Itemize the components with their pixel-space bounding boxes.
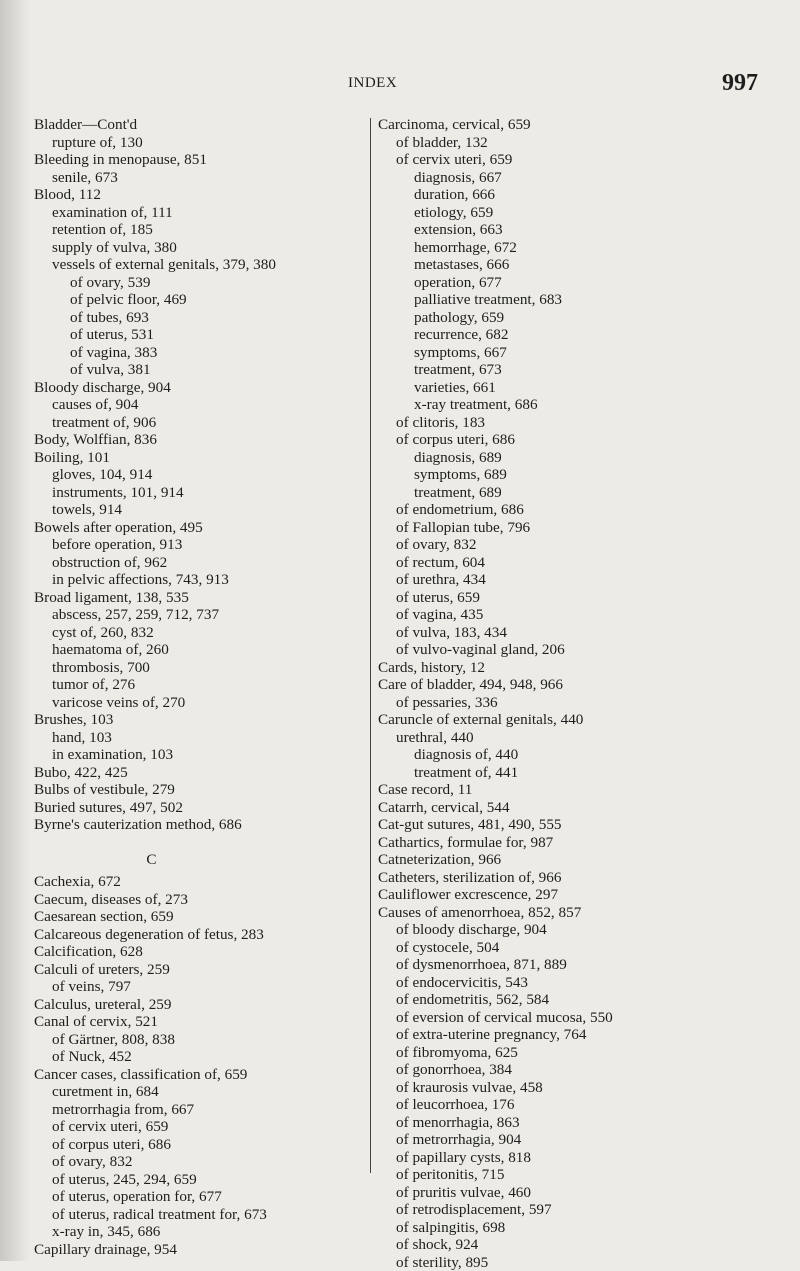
- index-subentry: of vulva, 183, 434: [378, 624, 778, 642]
- index-subentry: of uterus, radical treatment for, 673: [34, 1206, 379, 1224]
- index-subentry: of urethra, 434: [378, 571, 778, 589]
- index-subentry: retention of, 185: [34, 221, 379, 239]
- index-subentry: of retrodisplacement, 597: [378, 1201, 778, 1219]
- index-entry: Buried sutures, 497, 502: [34, 799, 379, 817]
- index-subentry: rupture of, 130: [34, 134, 379, 152]
- index-entry: Case record, 11: [378, 781, 778, 799]
- index-entry: Bulbs of vestibule, 279: [34, 781, 379, 799]
- index-subentry: extension, 663: [378, 221, 778, 239]
- index-subentry: of menorrhagia, 863: [378, 1114, 778, 1132]
- index-subentry: pathology, 659: [378, 309, 778, 327]
- index-subentry: of vulva, 381: [34, 361, 379, 379]
- index-entry: Caecum, diseases of, 273: [34, 891, 379, 909]
- index-subentry: tumor of, 276: [34, 676, 379, 694]
- index-subentry: obstruction of, 962: [34, 554, 379, 572]
- index-subentry: before operation, 913: [34, 536, 379, 554]
- index-subentry: of endocervicitis, 543: [378, 974, 778, 992]
- index-entry: Body, Wolffian, 836: [34, 431, 379, 449]
- index-subentry: recurrence, 682: [378, 326, 778, 344]
- index-subentry: of endometritis, 562, 584: [378, 991, 778, 1009]
- index-subentry: cyst of, 260, 832: [34, 624, 379, 642]
- index-entry: Cards, history, 12: [378, 659, 778, 677]
- index-subentry: etiology, 659: [378, 204, 778, 222]
- index-entry: Caesarean section, 659: [34, 908, 379, 926]
- page-number: 997: [722, 70, 758, 97]
- index-subentry: of kraurosis vulvae, 458: [378, 1079, 778, 1097]
- index-subentry: of corpus uteri, 686: [378, 431, 778, 449]
- index-entry: Bubo, 422, 425: [34, 764, 379, 782]
- index-subentry: in pelvic affections, 743, 913: [34, 571, 379, 589]
- index-entries-c: [34, 873, 379, 1258]
- index-subentry: haematoma of, 260: [34, 641, 379, 659]
- index-subentry: of gonorrhoea, 384: [378, 1061, 778, 1079]
- index-subentry: of vulvo-vaginal gland, 206: [378, 641, 778, 659]
- index-column-right: [378, 116, 778, 1271]
- index-subentry: of shock, 924: [378, 1236, 778, 1254]
- index-subentry: of cervix uteri, 659: [34, 1118, 379, 1136]
- index-subentry: gloves, 104, 914: [34, 466, 379, 484]
- index-subentry: treatment, 689: [378, 484, 778, 502]
- index-entry: Care of bladder, 494, 948, 966: [378, 676, 778, 694]
- index-subentry: of cystocele, 504: [378, 939, 778, 957]
- index-subentry: of vagina, 435: [378, 606, 778, 624]
- index-subentry: vessels of external genitals, 379, 380: [34, 256, 379, 274]
- index-entry: Bladder—Cont'd: [34, 116, 379, 134]
- index-entry: Bleeding in menopause, 851: [34, 151, 379, 169]
- index-subentry: towels, 914: [34, 501, 379, 519]
- index-subentry: of ovary, 539: [34, 274, 379, 292]
- index-subentry: of ovary, 832: [378, 536, 778, 554]
- index-subentry: diagnosis of, 440: [378, 746, 778, 764]
- index-subentry: instruments, 101, 914: [34, 484, 379, 502]
- index-subentry: of tubes, 693: [34, 309, 379, 327]
- index-subentry: operation, 677: [378, 274, 778, 292]
- index-entry: Calcareous degeneration of fetus, 283: [34, 926, 379, 944]
- index-subentry: of leucorrhoea, 176: [378, 1096, 778, 1114]
- index-subentry: symptoms, 667: [378, 344, 778, 362]
- running-header: INDEX: [348, 75, 397, 92]
- index-entry: Cancer cases, classification of, 659: [34, 1066, 379, 1084]
- index-entry: Catarrh, cervical, 544: [378, 799, 778, 817]
- index-subentry: palliative treatment, 683: [378, 291, 778, 309]
- index-entry: Cat-gut sutures, 481, 490, 555: [378, 816, 778, 834]
- index-subentry: metastases, 666: [378, 256, 778, 274]
- index-entries-right: [378, 116, 778, 1271]
- index-subentry: of ovary, 832: [34, 1153, 379, 1171]
- index-subentry: of pessaries, 336: [378, 694, 778, 712]
- index-subentry: of Fallopian tube, 796: [378, 519, 778, 537]
- index-subentry: of uterus, operation for, 677: [34, 1188, 379, 1206]
- index-entry: Caruncle of external genitals, 440: [378, 711, 778, 729]
- index-subentry: of corpus uteri, 686: [34, 1136, 379, 1154]
- index-subentry: duration, 666: [378, 186, 778, 204]
- index-subentry: of sterility, 895: [378, 1254, 778, 1271]
- index-subentry: hemorrhage, 672: [378, 239, 778, 257]
- index-entry: Broad ligament, 138, 535: [34, 589, 379, 607]
- index-subentry: urethral, 440: [378, 729, 778, 747]
- index-entry: Bowels after operation, 495: [34, 519, 379, 537]
- index-subentry: of papillary cysts, 818: [378, 1149, 778, 1167]
- index-subentry: supply of vulva, 380: [34, 239, 379, 257]
- index-subentry: x-ray treatment, 686: [378, 396, 778, 414]
- index-subentry: of pruritis vulvae, 460: [378, 1184, 778, 1202]
- index-subentry: treatment of, 441: [378, 764, 778, 782]
- index-subentry: of eversion of cervical mucosa, 550: [378, 1009, 778, 1027]
- index-subentry: metrorrhagia from, 667: [34, 1101, 379, 1119]
- index-entry: Carcinoma, cervical, 659: [378, 116, 778, 134]
- index-subentry: x-ray in, 345, 686: [34, 1223, 379, 1241]
- index-subentry: of pelvic floor, 469: [34, 291, 379, 309]
- index-subentry: diagnosis, 689: [378, 449, 778, 467]
- index-entry: Catheters, sterilization of, 966: [378, 869, 778, 887]
- page-edge-shadow: [0, 0, 30, 1261]
- index-subentry: varieties, 661: [378, 379, 778, 397]
- index-entry: Byrne's cauterization method, 686: [34, 816, 379, 834]
- index-entry: Blood, 112: [34, 186, 379, 204]
- index-subentry: of peritonitis, 715: [378, 1166, 778, 1184]
- index-entries-b: [34, 116, 379, 834]
- index-subentry: examination of, 111: [34, 204, 379, 222]
- index-subentry: hand, 103: [34, 729, 379, 747]
- index-entry: Cauliflower excrescence, 297: [378, 886, 778, 904]
- index-entry: Calculi of ureters, 259: [34, 961, 379, 979]
- index-entry: Cachexia, 672: [34, 873, 379, 891]
- index-subentry: of endometrium, 686: [378, 501, 778, 519]
- index-subentry: of metrorrhagia, 904: [378, 1131, 778, 1149]
- index-entry: Boiling, 101: [34, 449, 379, 467]
- index-entry: Canal of cervix, 521: [34, 1013, 379, 1031]
- index-subentry: of extra-uterine pregnancy, 764: [378, 1026, 778, 1044]
- index-entry: Calculus, ureteral, 259: [34, 996, 379, 1014]
- column-divider: [370, 118, 371, 1173]
- index-entry: Causes of amenorrhoea, 852, 857: [378, 904, 778, 922]
- index-subentry: of cervix uteri, 659: [378, 151, 778, 169]
- index-subentry: of rectum, 604: [378, 554, 778, 572]
- index-entry: Cathartics, formulae for, 987: [378, 834, 778, 852]
- index-subentry: diagnosis, 667: [378, 169, 778, 187]
- index-subentry: of bladder, 132: [378, 134, 778, 152]
- index-subentry: senile, 673: [34, 169, 379, 187]
- index-subentry: symptoms, 689: [378, 466, 778, 484]
- section-letter: C: [34, 851, 379, 869]
- index-subentry: treatment, 673: [378, 361, 778, 379]
- index-entry: Bloody discharge, 904: [34, 379, 379, 397]
- index-subentry: of Nuck, 452: [34, 1048, 379, 1066]
- index-subentry: of Gärtner, 808, 838: [34, 1031, 379, 1049]
- index-subentry: of vagina, 383: [34, 344, 379, 362]
- index-subentry: of uterus, 659: [378, 589, 778, 607]
- index-subentry: thrombosis, 700: [34, 659, 379, 677]
- index-subentry: varicose veins of, 270: [34, 694, 379, 712]
- index-entry: Catneterization, 966: [378, 851, 778, 869]
- index-subentry: of dysmenorrhoea, 871, 889: [378, 956, 778, 974]
- index-subentry: of uterus, 245, 294, 659: [34, 1171, 379, 1189]
- index-entry: Calcification, 628: [34, 943, 379, 961]
- index-subentry: of fibromyoma, 625: [378, 1044, 778, 1062]
- index-subentry: treatment of, 906: [34, 414, 379, 432]
- index-subentry: of bloody discharge, 904: [378, 921, 778, 939]
- index-entry: Capillary drainage, 954: [34, 1241, 379, 1259]
- index-subentry: of veins, 797: [34, 978, 379, 996]
- index-subentry: in examination, 103: [34, 746, 379, 764]
- index-subentry: of uterus, 531: [34, 326, 379, 344]
- index-subentry: causes of, 904: [34, 396, 379, 414]
- index-column-left: [34, 116, 379, 1258]
- index-subentry: of salpingitis, 698: [378, 1219, 778, 1237]
- index-subentry: of clitoris, 183: [378, 414, 778, 432]
- index-subentry: abscess, 257, 259, 712, 737: [34, 606, 379, 624]
- index-subentry: curetment in, 684: [34, 1083, 379, 1101]
- index-entry: Brushes, 103: [34, 711, 379, 729]
